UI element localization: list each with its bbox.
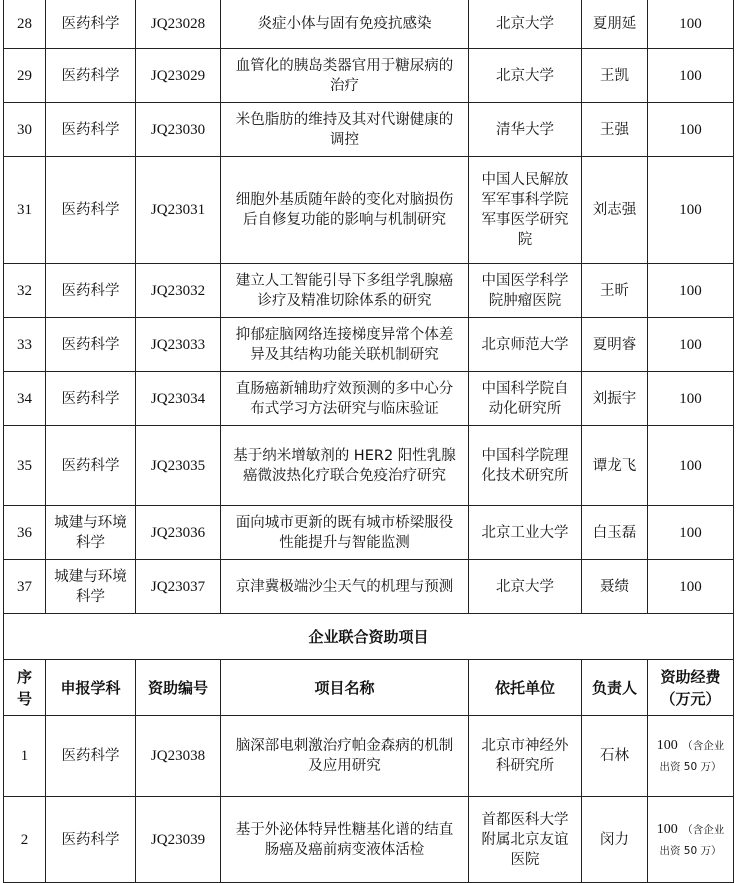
host-unit-cell: 中国科学院自动化研究所: [469, 372, 582, 426]
grant-code-cell: JQ23032: [136, 264, 221, 318]
funding-amount: 100: [656, 821, 678, 837]
grant-code-cell: JQ23037: [136, 560, 221, 614]
funding-cell: [648, 716, 734, 797]
host-unit-cell: 中国科学院理化技术研究所: [469, 426, 582, 506]
host-unit-cell: 中国人民解放军军事科学院军事医学研究院: [469, 157, 582, 264]
leader-cell: 王强: [582, 103, 648, 157]
funding-cell: 100: [648, 49, 734, 103]
discipline-cell: 医药科学: [46, 157, 136, 264]
grant-code-cell: JQ23036: [136, 506, 221, 560]
funding-cell: 100: [648, 372, 734, 426]
host-unit-cell: 北京工业大学: [469, 506, 582, 560]
discipline-cell: 城建与环境科学: [46, 560, 136, 614]
project-title-cell: 基于纳米增敏剂的 HER2 阳性乳腺癌微波热化疗联合免疫治疗研究: [221, 426, 469, 506]
leader-cell: 刘振宇: [582, 372, 648, 426]
funding-amount: 100: [656, 738, 678, 753]
section-title: 企业联合资助项目: [4, 614, 734, 660]
grant-code-cell: JQ23029: [136, 49, 221, 103]
table-row: [4, 797, 734, 883]
host-unit-cell: 北京大学: [469, 0, 582, 49]
table-row: [4, 560, 734, 614]
project-title-cell: 米色脂肪的维持及其对代谢健康的调控: [221, 103, 469, 157]
leader-cell: 王凯: [582, 49, 648, 103]
discipline-cell: 医药科学: [46, 103, 136, 157]
row-number: 36: [4, 506, 46, 560]
funding-cell: 100: [648, 103, 734, 157]
row-number: 2: [4, 797, 46, 883]
table-row: [4, 264, 734, 318]
header-funding: 资助经费（万元）: [648, 660, 734, 716]
grant-code-cell: JQ23031: [136, 157, 221, 264]
table-row: [4, 506, 734, 560]
leader-cell: 王昕: [582, 264, 648, 318]
table-row: [4, 318, 734, 372]
discipline-cell: 医药科学: [46, 797, 136, 883]
project-title-cell: 建立人工智能引导下多组学乳腺癌诊疗及精准切除体系的研究: [221, 264, 469, 318]
table-row: [4, 716, 734, 797]
header-grant-code: 资助编号: [136, 660, 221, 716]
funding-note: （含企业出资 50 万）: [659, 823, 725, 857]
funding-cell: 100: [648, 264, 734, 318]
funding-cell: 100: [648, 560, 734, 614]
header-discipline: 申报学科: [46, 660, 136, 716]
discipline-cell: 城建与环境科学: [46, 506, 136, 560]
host-unit-cell: 中国医学科学院肿瘤医院: [469, 264, 582, 318]
project-title-cell: 基于外泌体特异性糖基化谱的结直肠癌及癌前病变液体活检: [221, 797, 469, 883]
header-number: 序号: [4, 660, 46, 716]
table-row: [4, 0, 734, 49]
table-row: [4, 157, 734, 264]
row-number: 1: [4, 716, 46, 797]
funding-cell: 100: [648, 0, 734, 49]
host-unit-cell: 首都医科大学附属北京友谊医院: [469, 797, 582, 883]
discipline-cell: 医药科学: [46, 716, 136, 797]
project-title-cell: 直肠癌新辅助疗效预测的多中心分布式学习方法研究与临床验证: [221, 372, 469, 426]
leader-cell: 闵力: [582, 797, 648, 883]
header-project-title: 项目名称: [221, 660, 469, 716]
project-title-cell: 脑深部电刺激治疗帕金森病的机制及应用研究: [221, 716, 469, 797]
row-number: 31: [4, 157, 46, 264]
row-number: 28: [4, 0, 46, 49]
discipline-cell: 医药科学: [46, 426, 136, 506]
project-title-cell: 炎症小体与固有免疫抗感染: [221, 0, 469, 49]
project-title-cell: 抑郁症脑网络连接梯度异常个体差异及其结构功能关联机制研究: [221, 318, 469, 372]
row-number: 34: [4, 372, 46, 426]
discipline-cell: 医药科学: [46, 49, 136, 103]
leader-cell: 白玉磊: [582, 506, 648, 560]
host-unit-cell: 清华大学: [469, 103, 582, 157]
grant-code-cell: JQ23039: [136, 797, 221, 883]
table-row: [4, 49, 734, 103]
funding-cell: 100: [648, 426, 734, 506]
header-leader: 负责人: [582, 660, 648, 716]
row-number: 30: [4, 103, 46, 157]
row-number: 29: [4, 49, 46, 103]
row-number: 37: [4, 560, 46, 614]
discipline-cell: 医药科学: [46, 318, 136, 372]
leader-cell: 夏明睿: [582, 318, 648, 372]
funding-cell: 100: [648, 157, 734, 264]
grant-code-cell: JQ23030: [136, 103, 221, 157]
grant-code-cell: JQ23038: [136, 716, 221, 797]
grant-code-cell: JQ23034: [136, 372, 221, 426]
row-number: 33: [4, 318, 46, 372]
table-header-row: [4, 660, 734, 716]
funding-cell: 100: [648, 506, 734, 560]
funding-note: （含企业出资 50 万）: [659, 740, 725, 773]
project-title-cell: 面向城市更新的既有城市桥梁服役性能提升与智能监测: [221, 506, 469, 560]
table-row: [4, 103, 734, 157]
grant-code-cell: JQ23035: [136, 426, 221, 506]
host-unit-cell: 北京大学: [469, 49, 582, 103]
grant-code-cell: JQ23033: [136, 318, 221, 372]
host-unit-cell: 北京市神经外科研究所: [469, 716, 582, 797]
discipline-cell: 医药科学: [46, 0, 136, 49]
project-title-cell: 细胞外基质随年龄的变化对脑损伤后自修复功能的影响与机制研究: [221, 157, 469, 264]
leader-cell: 刘志强: [582, 157, 648, 264]
section-title-row: [4, 614, 734, 660]
discipline-cell: 医药科学: [46, 264, 136, 318]
table-row: [4, 426, 734, 506]
leader-cell: 谭龙飞: [582, 426, 648, 506]
project-title-cell: 血管化的胰岛类器官用于糖尿病的治疗: [221, 49, 469, 103]
header-host-unit: 依托单位: [469, 660, 582, 716]
leader-cell: 夏朋延: [582, 0, 648, 49]
leader-cell: 石林: [582, 716, 648, 797]
host-unit-cell: 北京大学: [469, 560, 582, 614]
row-number: 35: [4, 426, 46, 506]
grant-code-cell: JQ23028: [136, 0, 221, 49]
table-row: [4, 372, 734, 426]
funding-table: [3, 0, 734, 883]
host-unit-cell: 北京师范大学: [469, 318, 582, 372]
funding-cell: [648, 797, 734, 883]
discipline-cell: 医药科学: [46, 372, 136, 426]
row-number: 32: [4, 264, 46, 318]
upper-table-body: [4, 0, 734, 883]
leader-cell: 聂绩: [582, 560, 648, 614]
project-title-cell: 京津冀极端沙尘天气的机理与预测: [221, 560, 469, 614]
funding-cell: 100: [648, 318, 734, 372]
